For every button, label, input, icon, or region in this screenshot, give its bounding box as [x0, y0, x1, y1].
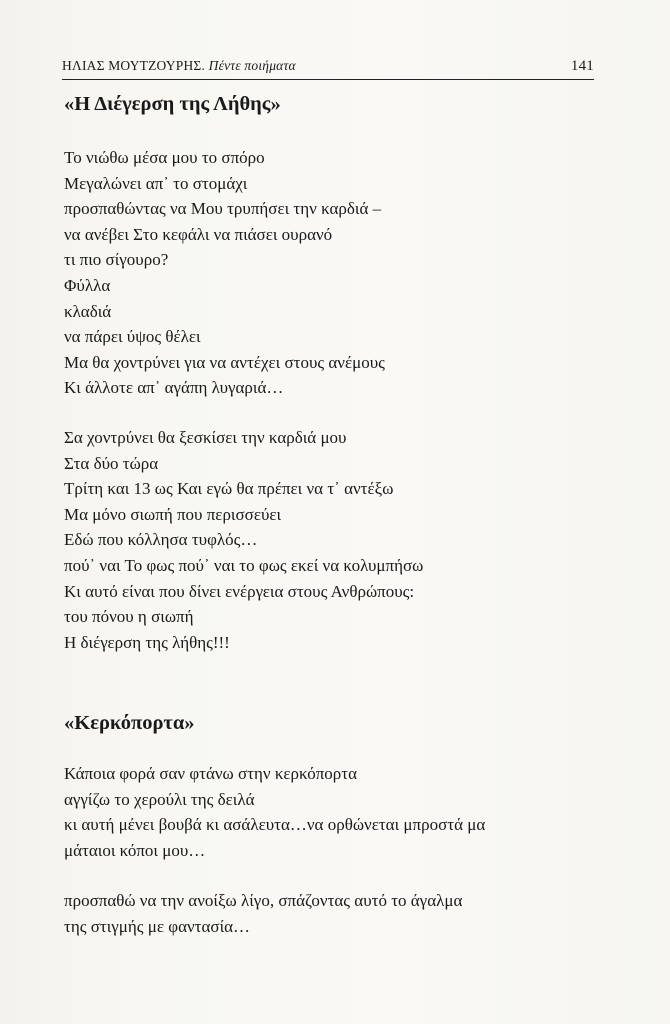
poem-title-1: «Η Διέγερση της Λήθης»	[64, 93, 281, 115]
poem-title-2: «Κερκόπορτα»	[64, 712, 195, 734]
running-header	[62, 58, 594, 78]
poem-line: μάταιοι κόποι μου…	[64, 840, 206, 860]
poem-line: αγγίζω το χερούλι της δειλά	[64, 789, 255, 809]
poem-line: Εδώ που κόλλησα τυφλός…	[64, 530, 258, 550]
page-number: 141	[570, 58, 594, 74]
poem-line: προσπαθώ να την ανοίξω λίγο, σπάζοντας αυτό το άγαλμα	[64, 891, 463, 910]
poem-line: της στιγμής με φαντασία…	[64, 916, 251, 936]
poem-line: Φύλλα	[64, 275, 111, 295]
header-author	[62, 58, 296, 74]
poem-line: Τρίτη και 13 ως Και εγώ θα πρέπει να τ᾽ αντέξω	[64, 479, 394, 499]
poem-line: Στα δύο τώρα	[64, 453, 159, 473]
poem-line: Το νιώθω μέσα μου το σπόρο	[64, 148, 265, 167]
poem-line: Κι άλλοτε απ᾽ αγάπη λυγαριά…	[64, 378, 284, 398]
poem-line: Κι αυτό είναι που δίνει ενέργεια στους Ανθρώπους:	[64, 581, 415, 601]
author-name: ΗΛΙΑΣ ΜΟΥΤΖΟΥΡΗΣ.	[62, 58, 206, 73]
header-rule	[62, 79, 594, 80]
book-title: Πέντε ποιήματα	[208, 58, 296, 73]
poem-line: Η διέγερση της λήθης!!!	[64, 632, 230, 652]
poem-1-stanza-1	[64, 145, 604, 401]
poem-2-stanza-1	[64, 761, 604, 863]
poem-line: Μα μόνο σιωπή που περισσεύει	[64, 504, 282, 524]
poem-line: Μα θα χοντρύνει για να αντέχει στους ανέμους	[64, 352, 385, 372]
poem-1-stanza-2	[64, 425, 604, 655]
poem-line: κλαδιά	[64, 301, 112, 321]
poem-line: του πόνου η σιωπή	[64, 607, 194, 627]
poem-line: Κάποια φορά σαν φτάνω στην κερκόπορτα	[64, 764, 358, 783]
poem-line: τι πιο σίγουρο?	[64, 250, 169, 270]
poem-line: να ανέβει Στο κεφάλι να πιάσει ουρανό	[64, 224, 333, 244]
poem-line: πού᾽ ναι Το φως πού᾽ ναι το φως εκεί να κολυμπήσω	[64, 555, 424, 575]
poem-line: Μεγαλώνει απ᾽ το στομάχι	[64, 173, 248, 193]
poem-line: προσπαθώντας να Μου τρυπήσει την καρδιά –	[64, 199, 382, 219]
poem-line: Σα χοντρύνει θα ξεσκίσει την καρδιά μου	[64, 428, 347, 447]
poem-line: κι αυτή μένει βουβά κι ασάλευτα…να ορθώνεται μπροστά μα	[64, 815, 486, 835]
poem-line: να πάρει ύψος θέλει	[64, 327, 201, 347]
poem-2-stanza-2	[64, 888, 604, 939]
